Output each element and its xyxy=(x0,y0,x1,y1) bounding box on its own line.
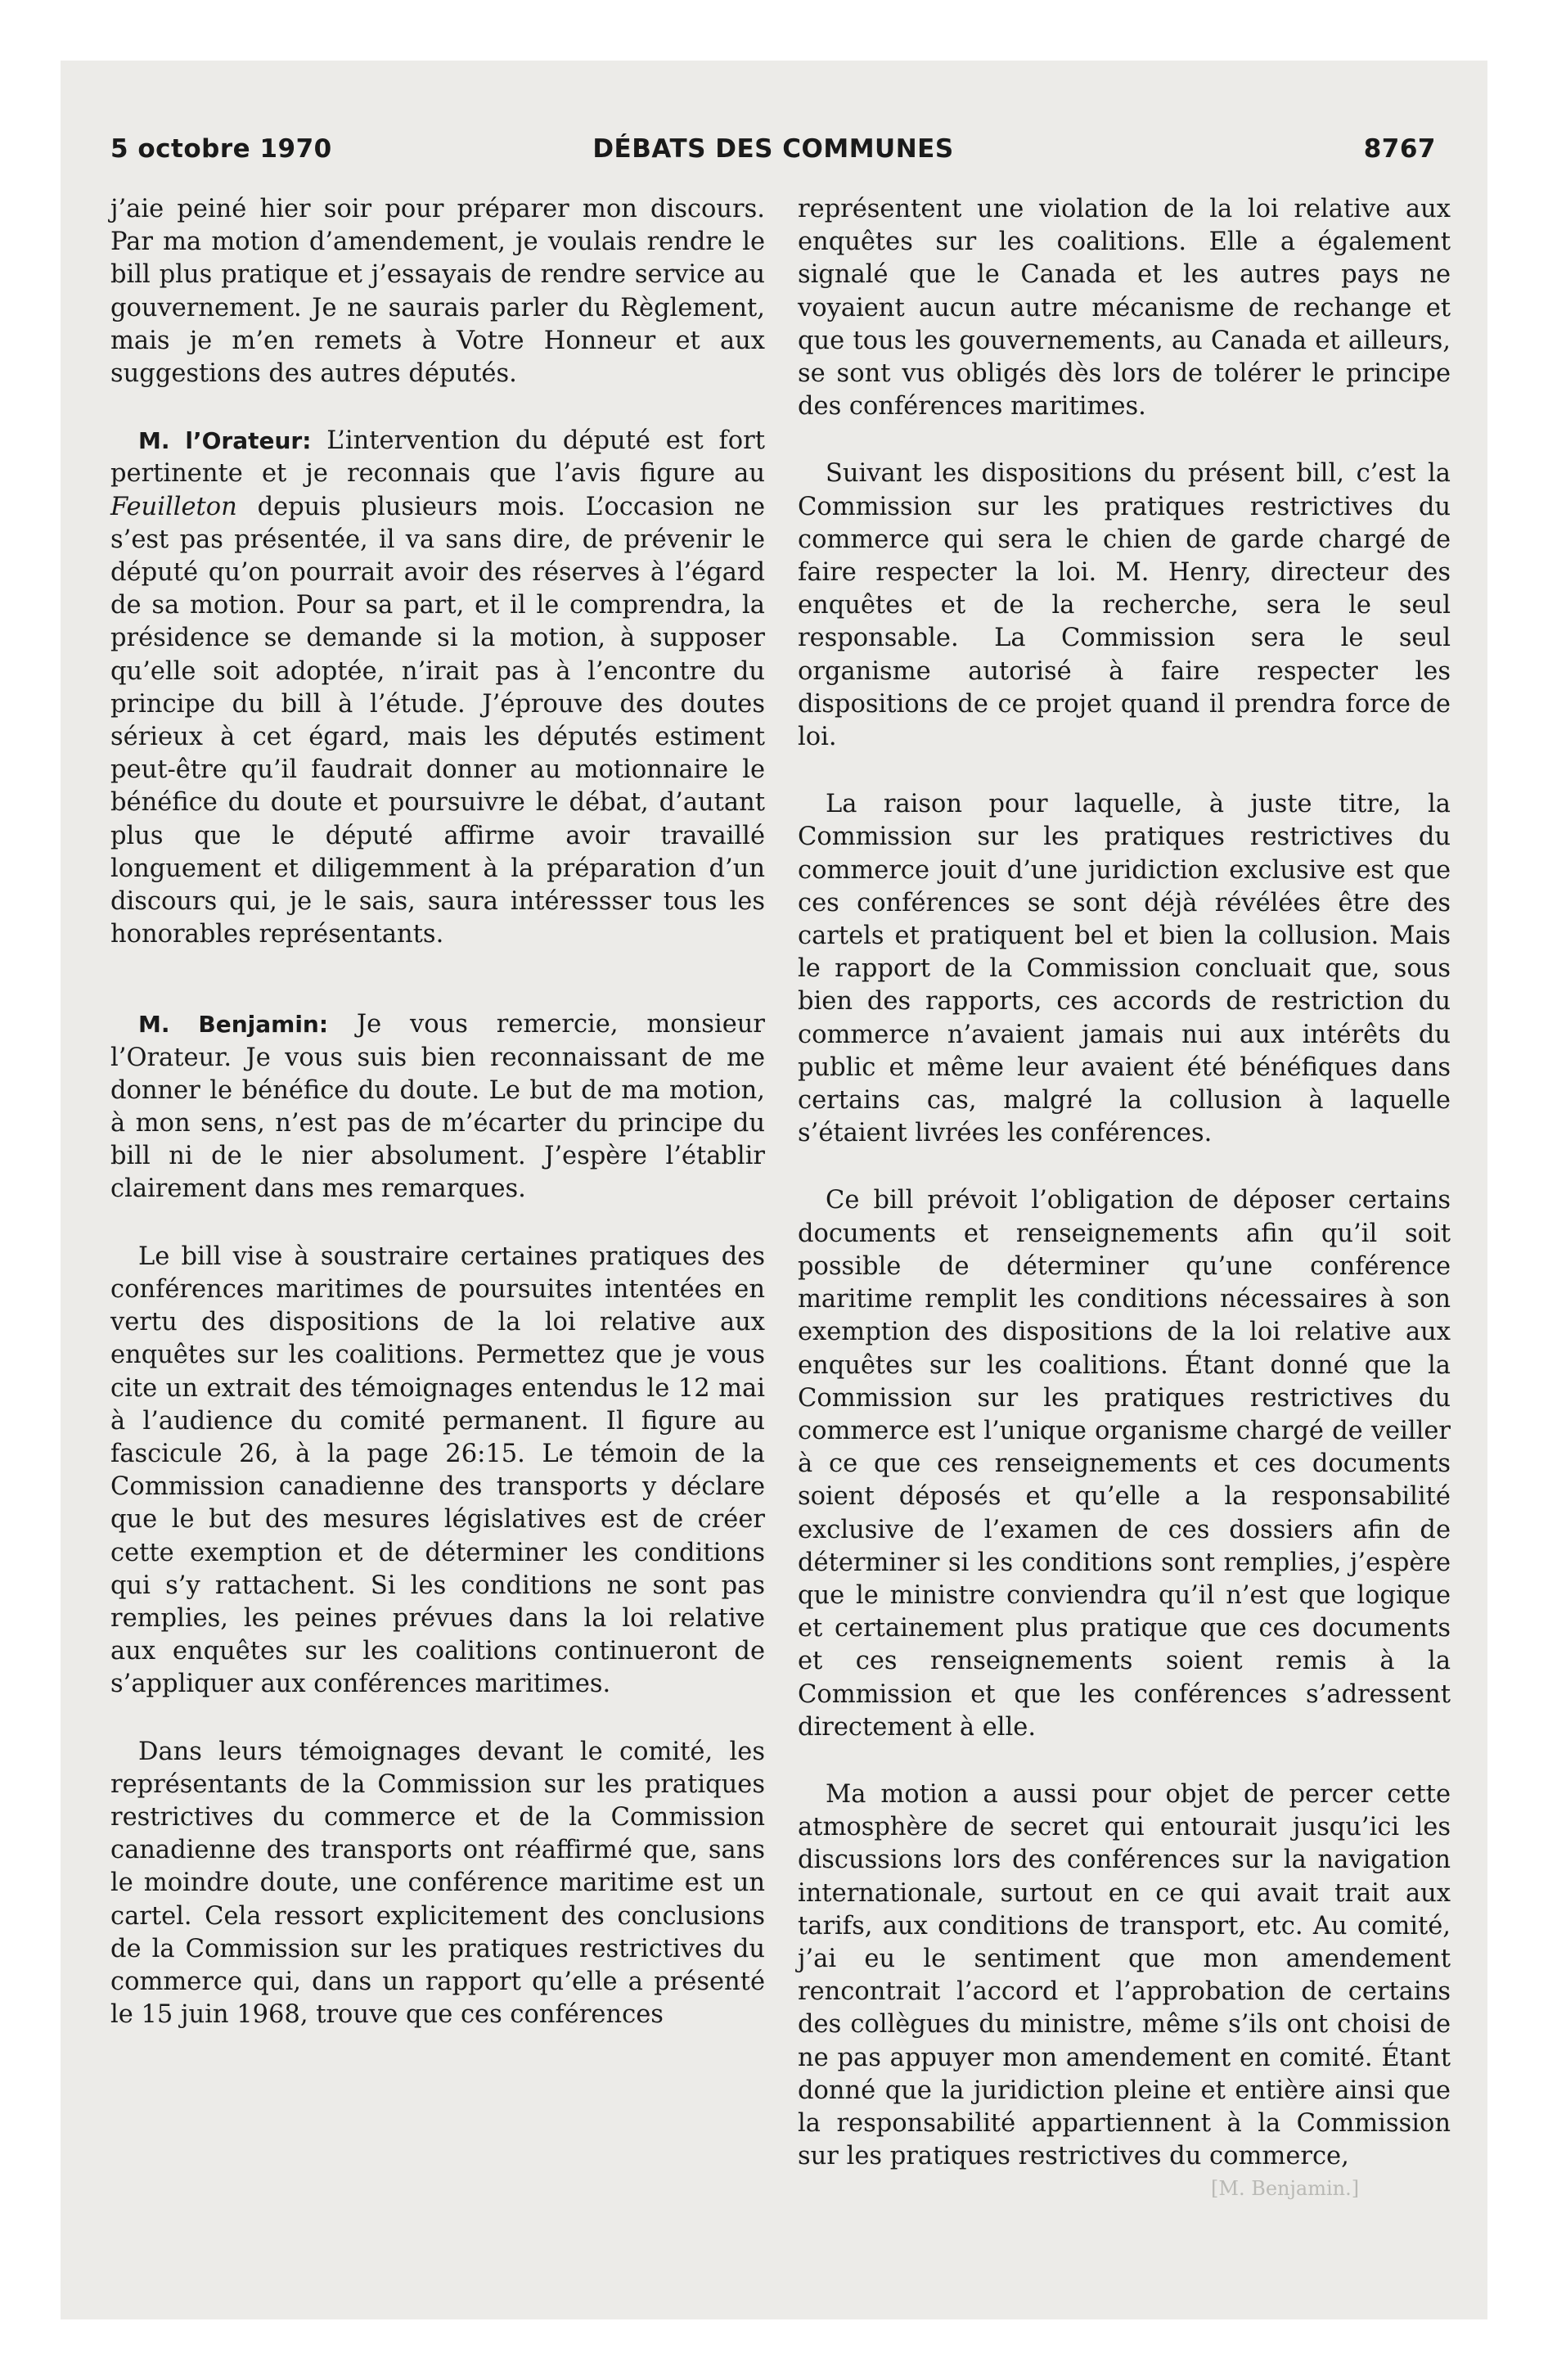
left-paragraph-3 xyxy=(110,1008,765,1206)
left-paragraph-2-italic: Feuilleton xyxy=(110,492,237,521)
header-page-number: 8767 xyxy=(1363,134,1436,164)
header-title: DÉBATS DES COMMUNES xyxy=(592,134,954,164)
right-paragraph-2: Suivant les dispositions du présent bill, c’est la Commission sur les pratiques restrictives du commerce qui sera le chien de garde chargé de faire respecter la loi. M. Henry, directeur des enquêtes et de la recherche, sera le seul responsable. La Commission sera le seul organisme autorisé à faire respecter les dispositions de ce projet quand il prendra force de loi. xyxy=(798,459,1451,752)
footer-speaker-note: [M. Benjamin.] xyxy=(1211,2177,1360,2200)
speaker-name-benjamin: M. Benjamin: xyxy=(138,1011,329,1039)
left-column xyxy=(110,193,765,2066)
right-column xyxy=(798,193,1451,2207)
header-date: 5 octobre 1970 xyxy=(110,134,332,164)
page-header xyxy=(110,134,1436,175)
left-paragraph-2-text-b: depuis plusieurs mois. L’occasion ne s’est pas présentée, il va sans dire, de prévenir le député qu’on pourrait avoir des réserves à l’égard de sa motion. Pour sa part, et il le comprendra, la présidence se demande si la motion, à supposer qu’elle soit adoptée, n’irait pas à l’encontre du principe du bill à l’étude. J’éprouve des doutes sérieux à cet égard, mais les députés estiment peut-être qu’il faudrait donner au motionnaire le bénéfice du doute et poursuivre le débat, d’autant plus que le député affirme avoir travaillé longuement et diligemment à la préparation d’un discours qui, je le sais, saura intéressser tous les honorables représentants. xyxy=(110,492,765,949)
left-paragraph-1: j’aie peiné hier soir pour préparer mon discours. Par ma motion d’amendement, je voulais rendre le bill plus pratique et j’essayais de rendre service au gouvernement. Je ne saurais parler du Règlement, mais je m’en remets à Votre Honneur et aux suggestions des autres députés. xyxy=(110,195,765,389)
right-paragraph-3: La raison pour laquelle, à juste titre, la Commission sur les pratiques restrictives du commerce jouit d’une juridiction exclusive est que ces conférences se sont déjà révélées être des cartels et pratiquent bel et bien la collusion. Mais le rapport de la Commission concluait que, sous bien des rapports, ces accords de restriction du commerce n’avaient jamais nui aux intérêts du public et même leur avaient été bénéfiques dans certains cas, malgré la collusion à laquelle s’étaient livrées les conférences. xyxy=(798,790,1451,1148)
left-paragraph-4: Le bill vise à soustraire certaines pratiques des conférences maritimes de poursuites intentées en vertu des dispositions de la loi relative aux enquêtes sur les coalitions. Permettez que je vous cite un extrait des témoignages entendus le 12 mai à l’audience du comité permanent. Il figure au fascicule 26, à la page 26:15. Le témoin de la Commission canadienne des transports y déclare que le but des mesures législatives est de créer cette exemption et de déterminer les conditions qui s’y rattachent. Si les conditions ne sont pas remplies, les peines prévues dans la loi relative aux enquêtes sur les coalitions continueront de s’appliquer aux conférences maritimes. xyxy=(110,1242,765,1699)
left-paragraph-2 xyxy=(110,425,765,951)
right-paragraph-4: Ce bill prévoit l’obligation de déposer certains documents et renseignements afin qu’il soit possible de déterminer qu’une conférence maritime remplit les conditions nécessaires à son exemption des dispositions de la loi relative aux enquêtes sur les coalitions. Étant donné que la Commission sur les pratiques restrictives du commerce est l’unique organisme chargé de veiller à ce que ces renseignements et ces documents soient déposés et qu’elle a la responsabilité exclusive de l’examen de ces dossiers afin de déterminer si les conditions sont remplies, j’espère que le ministre conviendra qu’il n’est que logique et certainement plus pratique que ces documents et ces renseignements soient remis à la Commission et que les conférences s’adressent directement à elle. xyxy=(798,1186,1451,1742)
speaker-name-orateur: M. l’Orateur: xyxy=(138,427,312,455)
left-paragraph-2-text-a: L’intervention du député est fort pertinente et je reconnais que l’avis figure au xyxy=(110,426,765,489)
left-paragraph-5: Dans leurs témoignages devant le comité, les représentants de la Commission sur les pratiques restrictives du commerce et de la Commission canadienne des transports ont réaffirmé que, sans le moindre doute, une conférence maritime est un cartel. Cela ressort explicitement des conclusions de la Commission sur les pratiques restrictives du commerce qui, dans un rapport qu’elle a présenté le 15 juin 1968, trouve que ces conférences xyxy=(110,1737,765,2030)
right-paragraph-1: représentent une violation de la loi relative aux enquêtes sur les coalitions. Elle a également signalé que le Canada et les autres pays ne voyaient aucun autre mécanisme de rechange et que tous les gouvernements, au Canada et ailleurs, se sont vus obligés dès lors de tolérer le principe des conférences maritimes. xyxy=(798,195,1451,421)
left-paragraph-3-text: Je vous remercie, monsieur l’Orateur. Je vous suis bien reconnaissant de me donner le bénéfice du doute. Le but de ma motion, à mon sens, n’est pas de m’écarter du principe du bill ni de le nier absolument. J’espère l’établir clairement dans mes remarques. xyxy=(110,1010,765,1204)
right-paragraph-5: Ma motion a aussi pour objet de percer cette atmosphère de secret qui entourait jusqu’ici les discussions lors des conférences sur la navigation internationale, surtout en ce qui avait trait aux tarifs, aux conditions de transport, etc. Au comité, j’ai eu le sentiment que mon amendement rencontrait l’accord et l’approbation de certains des collègues du ministre, même s’ils ont choisi de ne pas appuyer mon amendement en comité. Étant donné que la juridiction pleine et entière ainsi que la responsabilité appartiennent à la Commission sur les pratiques restrictives du commerce, xyxy=(798,1779,1451,2171)
